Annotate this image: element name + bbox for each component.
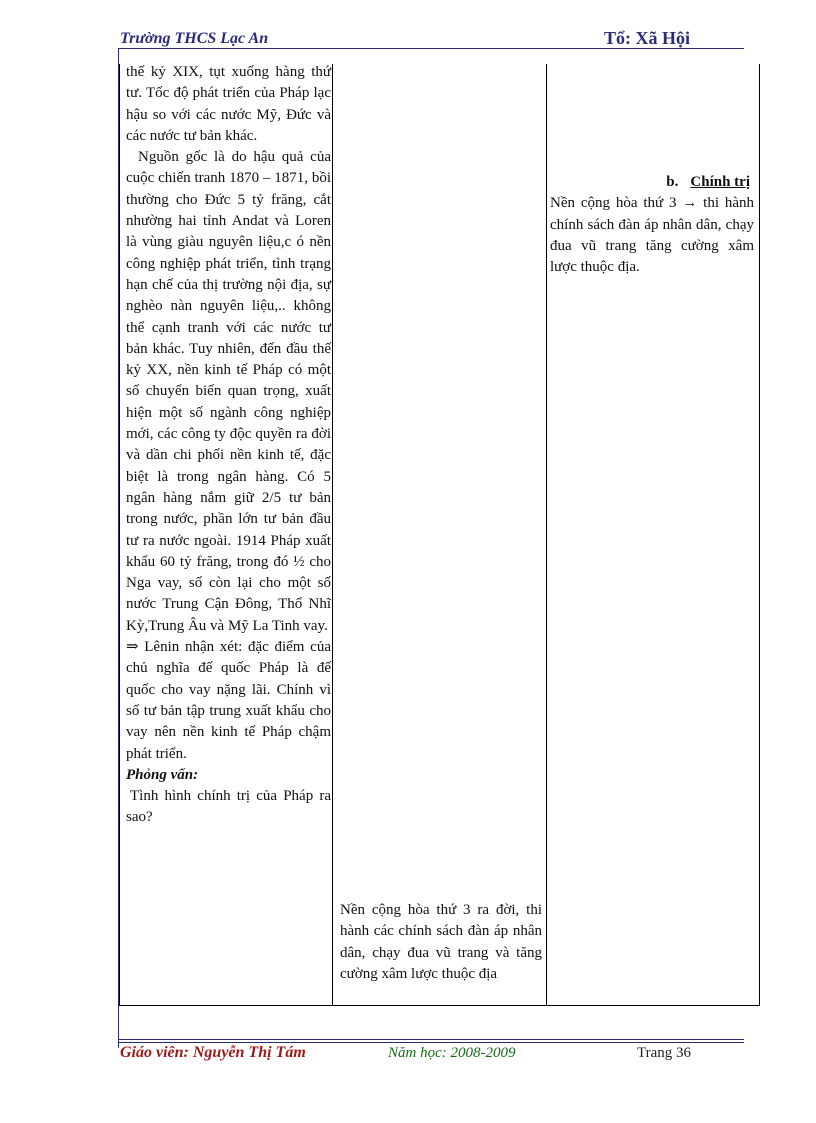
school-name: Trường THCS Lạc An <box>120 30 269 47</box>
student-answer: Nền cộng hòa thứ 3 ra đời, thi hành các chính sách đàn áp nhân dân, chạy đua vũ trang và tăng cường xâm lược thuộc địa <box>340 902 542 982</box>
economy-paragraph-2: Nguồn gốc là do hậu quả của cuộc chiến tranh 1870 – 1871, bồi thường cho Đức 5 tỷ frăng, cắt nhường hai tỉnh Andat và Loren là vùng giàu nguyên liệu,c ó nền công nghiệp phát triển, tình trạng hạn chế của thị trường nội địa, sự nghèo nàn nguyên liệu,.. không thể cạnh tranh với các nước tư bản khác. Tuy nhiên, đến đầu thế kỷ XX, nền kinh tế Pháp có một số chuyển biến quan trọng, xuất hiện một số ngành công nghiệp mới, các công ty độc quyền ra đời và dần chi phối nền kinh tế, đặc biệt là trong ngân hàng. Có 5 ngân hàng nắm giữ 2/5 tư bản trong nước, phần lớn tư bản đầu tư ra nước ngoài. 1914 Pháp xuất khẩu 60 tỷ frăng, trong đó ½ cho Nga vay, số còn lại cho một số nước Trung Cận Đông, Thổ Nhĩ Kỳ,Trung Âu và Mỹ La Tinh vay. <box>126 149 331 634</box>
interview-label: Phỏng vấn: <box>126 766 199 783</box>
department-name: Tổ: Xã Hội <box>604 28 691 48</box>
table-divider-2 <box>546 64 547 1006</box>
footer-rule-2 <box>118 1042 744 1043</box>
interview-question: Tình hình chính trị của Pháp ra sao? <box>126 788 331 826</box>
table-border-right <box>759 64 760 1006</box>
teacher-activity-column <box>126 62 331 829</box>
section-content: Nền cộng hòa thứ 3 → thi hành chính sách đàn áp nhân dân, chạy đua vũ trang tăng cường xâm lược thuộc địa. <box>550 195 754 276</box>
lenin-conclusion: ⇒ Lênin nhận xét: đặc điểm của chủ nghĩa đế quốc Pháp là đế quốc cho vay nặng lãi. Chính vì số tư bản tập trung xuất khẩu cho vay nên nền kinh tế Pháp chậm phát triển. <box>126 639 331 762</box>
header-rule <box>118 48 744 49</box>
school-year: Năm học: 2008-2009 <box>388 1045 516 1061</box>
section-heading <box>550 172 754 193</box>
page-number: Trang 36 <box>637 1045 692 1061</box>
table-border-bottom <box>119 1005 760 1006</box>
economy-paragraph-1: thế kỷ XIX, tụt xuống hàng thứ tư. Tốc độ phát triển của Pháp lạc hậu so với các nước Mỹ, Đức và các nước tư bản khác. <box>126 64 331 144</box>
lesson-content-column <box>550 172 754 278</box>
table-border-left <box>119 64 120 1006</box>
section-number: b. <box>666 174 679 190</box>
table-divider-1 <box>332 64 333 1006</box>
teacher-name: Giáo viên: Nguyễn Thị Tám <box>120 1044 306 1061</box>
section-title: Chính trị <box>690 174 750 190</box>
footer-rule <box>118 1039 744 1040</box>
